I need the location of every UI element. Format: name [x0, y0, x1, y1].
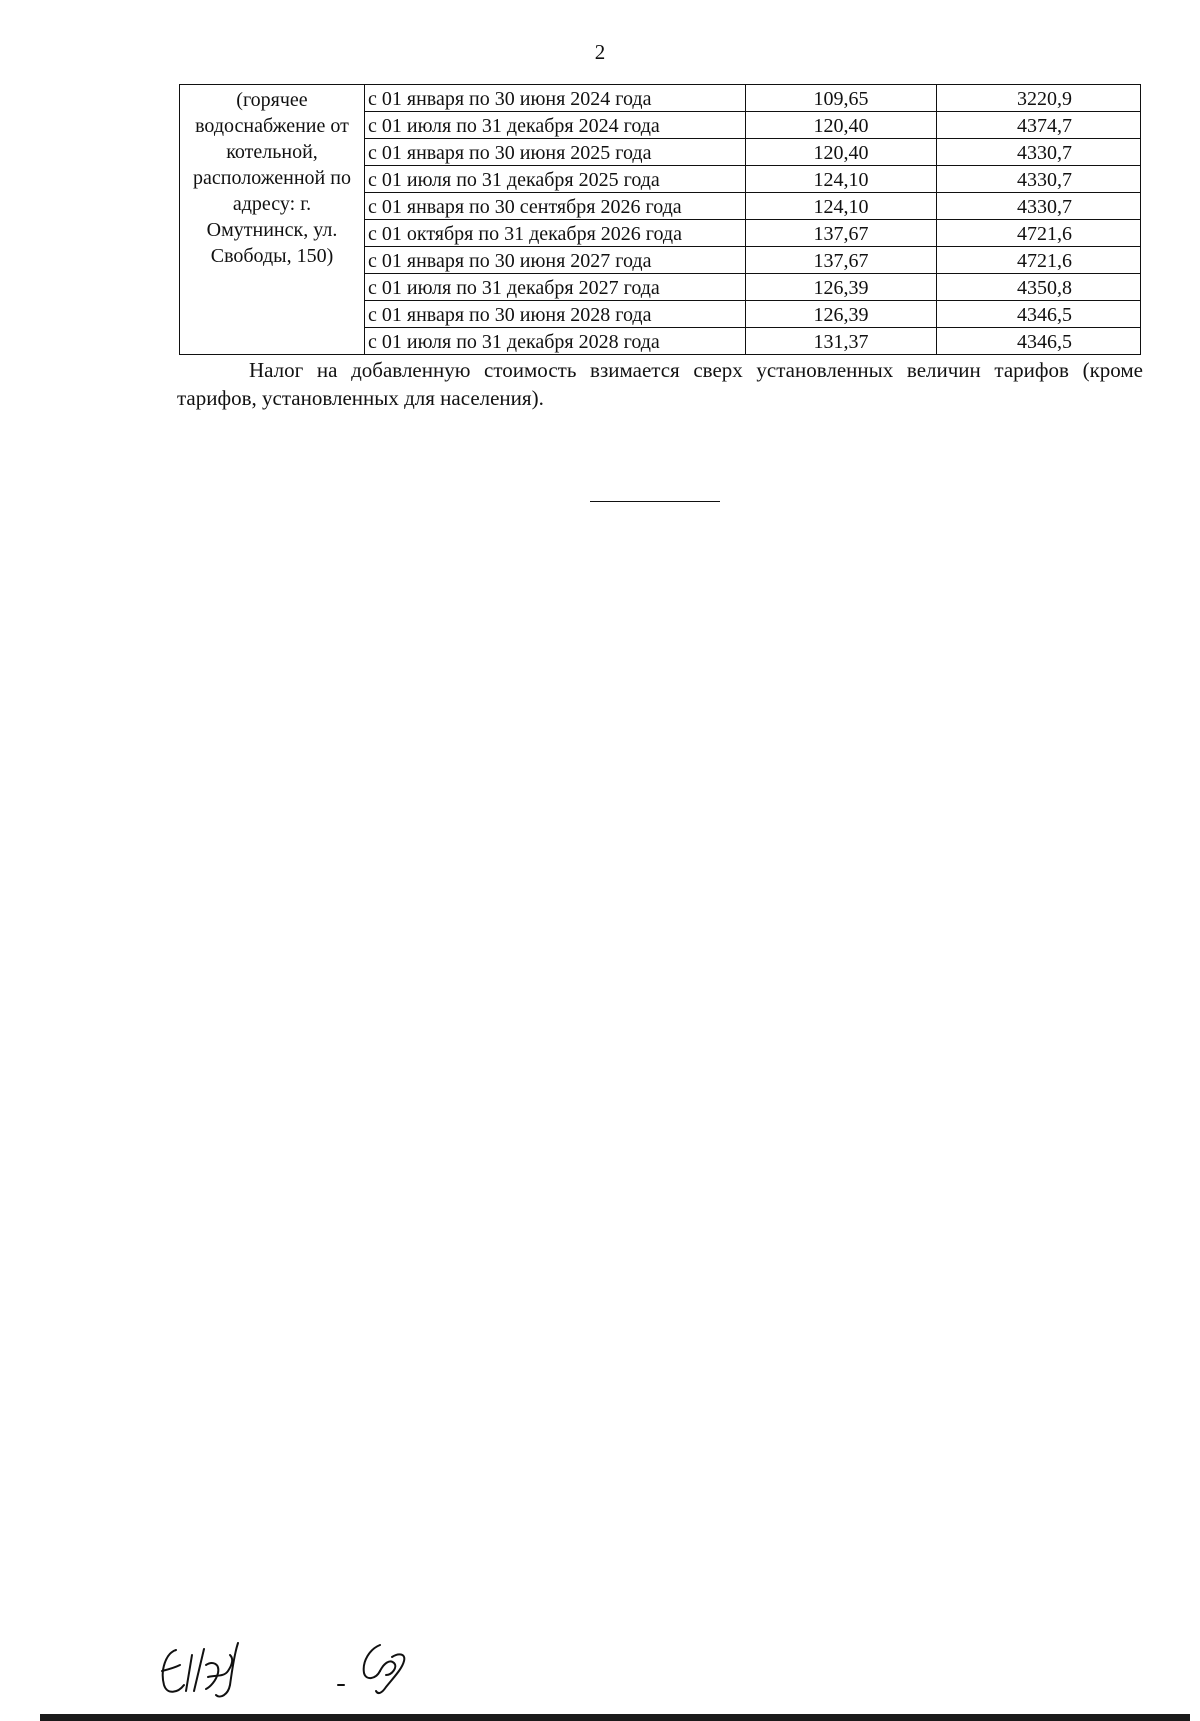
value1-cell: 120,40	[746, 139, 937, 166]
table-row	[180, 85, 1141, 112]
period-cell: с 01 июля по 31 декабря 2025 года	[365, 166, 746, 193]
value1-cell: 131,37	[746, 328, 937, 355]
handwritten-initials	[148, 1625, 438, 1705]
period-cell: с 01 января по 30 июня 2024 года	[365, 85, 746, 112]
page-number: 2	[594, 40, 606, 64]
value2-cell: 4330,7	[937, 166, 1141, 193]
value1-cell: 109,65	[746, 85, 937, 112]
value1-cell: 124,10	[746, 166, 937, 193]
value1-cell: 126,39	[746, 301, 937, 328]
value1-cell: 126,39	[746, 274, 937, 301]
value2-cell: 4350,8	[937, 274, 1141, 301]
tariff-table	[179, 84, 1141, 355]
value2-cell: 4721,6	[937, 247, 1141, 274]
separator-line	[590, 501, 720, 502]
period-cell: с 01 июля по 31 декабря 2027 года	[365, 274, 746, 301]
value1-cell: 137,67	[746, 247, 937, 274]
value2-cell: 4346,5	[937, 328, 1141, 355]
tariff-table-body	[180, 85, 1141, 355]
value2-cell: 3220,9	[937, 85, 1141, 112]
period-cell: с 01 января по 30 июня 2025 года	[365, 139, 746, 166]
value1-cell: 124,10	[746, 193, 937, 220]
period-cell: с 01 января по 30 июня 2027 года	[365, 247, 746, 274]
consumer-cell: (горячее водоснабжение от котельной, расположенной по адресу: г. Омутнинск, ул. Свободы, 150)	[180, 85, 365, 355]
vat-note: Налог на добавленную стоимость взимается сверх установленных величин тарифов (кроме тарифов, установленных для населения).	[177, 358, 1143, 410]
period-cell: с 01 января по 30 сентября 2026 года	[365, 193, 746, 220]
period-cell: с 01 января по 30 июня 2028 года	[365, 301, 746, 328]
period-cell: с 01 июля по 31 декабря 2024 года	[365, 112, 746, 139]
scan-edge-bar	[40, 1714, 1190, 1721]
value2-cell: 4374,7	[937, 112, 1141, 139]
value2-cell: 4330,7	[937, 193, 1141, 220]
value2-cell: 4721,6	[937, 220, 1141, 247]
value1-cell: 120,40	[746, 112, 937, 139]
period-cell: с 01 июля по 31 декабря 2028 года	[365, 328, 746, 355]
value1-cell: 137,67	[746, 220, 937, 247]
value2-cell: 4346,5	[937, 301, 1141, 328]
period-cell: с 01 октября по 31 декабря 2026 года	[365, 220, 746, 247]
value2-cell: 4330,7	[937, 139, 1141, 166]
